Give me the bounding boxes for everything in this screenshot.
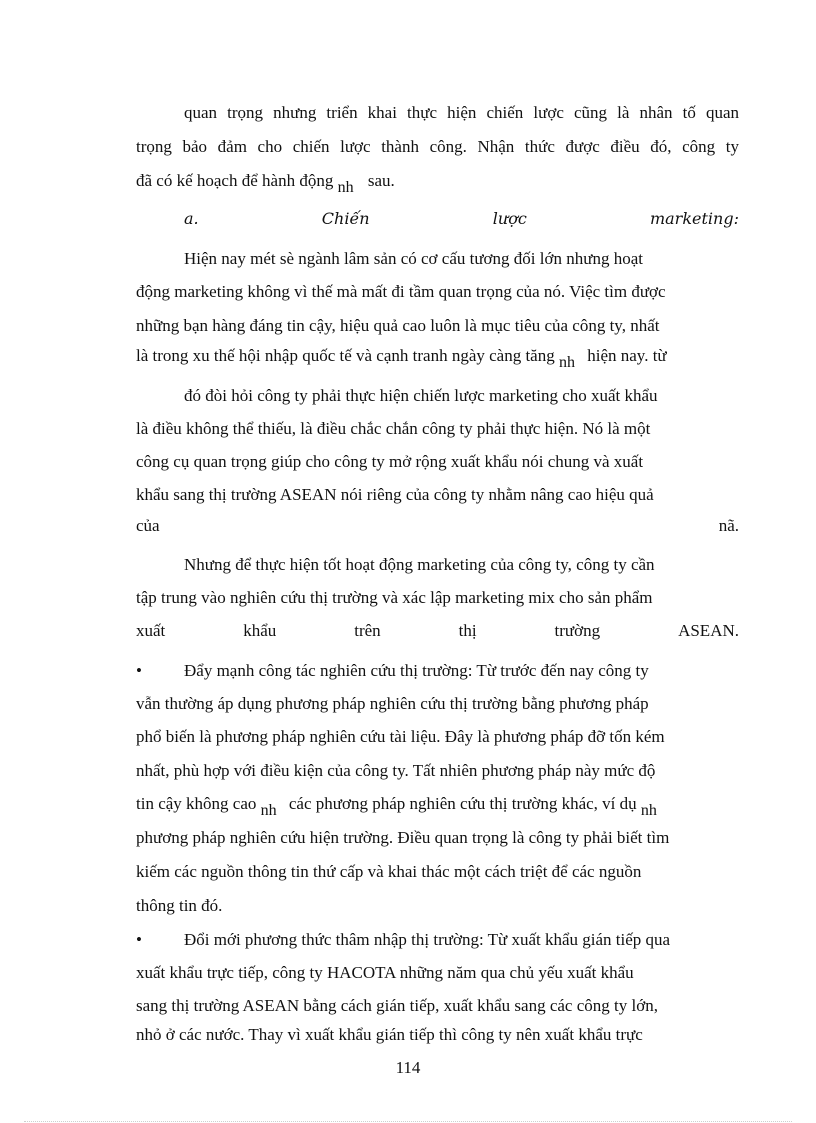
text-line (136, 315, 739, 337)
page-bottom-rule (24, 1121, 792, 1122)
text-segment: đã có kế hoạch để hành động (136, 171, 334, 190)
text-line (136, 995, 739, 1017)
text-segment: tin cậy không cao (136, 794, 257, 813)
text-fragment: nh (260, 802, 277, 819)
text-line-content: đó đòi hỏi công ty phải thực hiện chiến lược marketing cho xuất khẩu (184, 386, 658, 405)
text-line (184, 554, 739, 576)
text-line (136, 726, 739, 748)
text-line (136, 1024, 739, 1046)
text-line-content: trọng bảo đảm cho chiến lược thành công. Nhận thức được điều đó, công ty (136, 137, 739, 156)
text-line (136, 515, 739, 537)
text-line (136, 451, 739, 473)
text-line (136, 962, 739, 984)
text-line (184, 102, 739, 124)
bullet-marker: • (136, 661, 142, 680)
text-line-content: kiếm các nguồn thông tin thứ cấp và khai thác một cách triệt để các nguồn (136, 862, 642, 881)
text-line-content: là điều không thể thiếu, là điều chắc chắn công ty phải thực hiện. Nó là một (136, 419, 651, 438)
text-line (136, 418, 739, 440)
text-line (136, 170, 739, 196)
text-segment: nã. (718, 516, 739, 535)
text-line-content: thông tin đó. (136, 896, 223, 915)
text-line-content: công cụ quan trọng giúp cho công ty mở rộng xuất khẩu nói chung và xuất (136, 452, 644, 471)
text-segment: sau. (367, 171, 395, 190)
text-line (136, 136, 739, 158)
text-line-content: xuất khẩu trực tiếp, công ty HACOTA những năm qua chủ yếu xuất khẩu (136, 963, 634, 982)
page-number: 114 (395, 1058, 421, 1077)
text-line-content: nhỏ ở các nước. Thay vì xuất khẩu gián tiếp thì công ty nên xuất khẩu trực (136, 1025, 643, 1044)
text-line-content: động marketing không vì thế mà mất đi tầm quan trọng của nó. Việc tìm được (136, 282, 666, 301)
text-line (136, 760, 739, 782)
text-segment: của (136, 516, 160, 535)
text-fragment: nh (640, 802, 657, 819)
text-line-content: Đổi mới phương thức thâm nhập thị trường: Từ xuất khẩu gián tiếp qua (184, 930, 671, 949)
text-line-content: nhất, phù hợp với điều kiện của công ty. Tất nhiên phương pháp này mức độ (136, 761, 656, 780)
text-segment: các phương pháp nghiên cứu thị trường khác, ví dụ (288, 794, 637, 813)
text-fragment: nh (558, 354, 575, 371)
text-line-content: phổ biến là phương pháp nghiên cứu tài liệu. Đây là phương pháp đỡ tốn kém (136, 727, 665, 746)
text-line (136, 693, 739, 715)
text-line (136, 484, 739, 506)
text-fragment: nh (337, 179, 354, 196)
text-word: trường (554, 621, 601, 640)
text-line (136, 281, 739, 303)
text-line-content: Đẩy mạnh công tác nghiên cứu thị trường: Từ trước đến nay công ty (184, 661, 649, 680)
text-line (136, 895, 739, 917)
text-line-content: vẫn thường áp dụng phương pháp nghiên cứu thị trường bằng phương pháp (136, 694, 649, 713)
text-line (184, 248, 739, 270)
text-word: khẩu (243, 621, 277, 640)
text-word: xuất (136, 621, 166, 640)
text-segment: là trong xu thế hội nhập quốc tế và cạnh tranh ngày càng tăng (136, 346, 555, 365)
text-line-content: Hiện nay mét sè ngành lâm sản có cơ cấu tương đối lớn nhưng hoạt (184, 249, 643, 268)
text-line (184, 929, 739, 951)
text-line (184, 660, 739, 682)
heading-word: lược (492, 209, 527, 228)
section-heading (184, 208, 739, 230)
text-line-content: tập trung vào nghiên cứu thị trường và xác lập marketing mix cho sản phẩm (136, 588, 653, 607)
bullet-marker: • (136, 930, 142, 949)
text-line (136, 345, 739, 371)
text-line-content: khẩu sang thị trường ASEAN nói riêng của công ty nhằm nâng cao hiệu quả (136, 485, 654, 504)
text-line (136, 827, 739, 849)
text-word: thị (458, 621, 477, 640)
text-line (136, 793, 739, 819)
text-line (136, 861, 739, 883)
text-word: trên (354, 621, 381, 640)
heading-word: a. (184, 209, 199, 228)
text-word: ASEAN. (678, 621, 739, 640)
text-line-content: phương pháp nghiên cứu hiện trường. Điều quan trọng là công ty phải biết tìm (136, 828, 670, 847)
text-line-content: những bạn hàng đáng tin cậy, hiệu quả cao luôn là mục tiêu của công ty, nhất (136, 316, 660, 335)
heading-word: Chiến (321, 209, 370, 228)
text-line-content: sang thị trường ASEAN bằng cách gián tiếp, xuất khẩu sang các công ty lớn, (136, 996, 658, 1015)
text-segment: hiện nay. từ (587, 346, 667, 365)
text-line (184, 385, 739, 407)
heading-word: marketing: (649, 209, 739, 228)
text-line-content: Nhưng để thực hiện tốt hoạt động marketing của công ty, công ty cần (184, 555, 655, 574)
text-line (136, 620, 739, 642)
text-line-content: quan trọng nhưng triển khai thực hiện chiến lược cũng là nhân tố quan (184, 103, 739, 122)
text-line (136, 587, 739, 609)
